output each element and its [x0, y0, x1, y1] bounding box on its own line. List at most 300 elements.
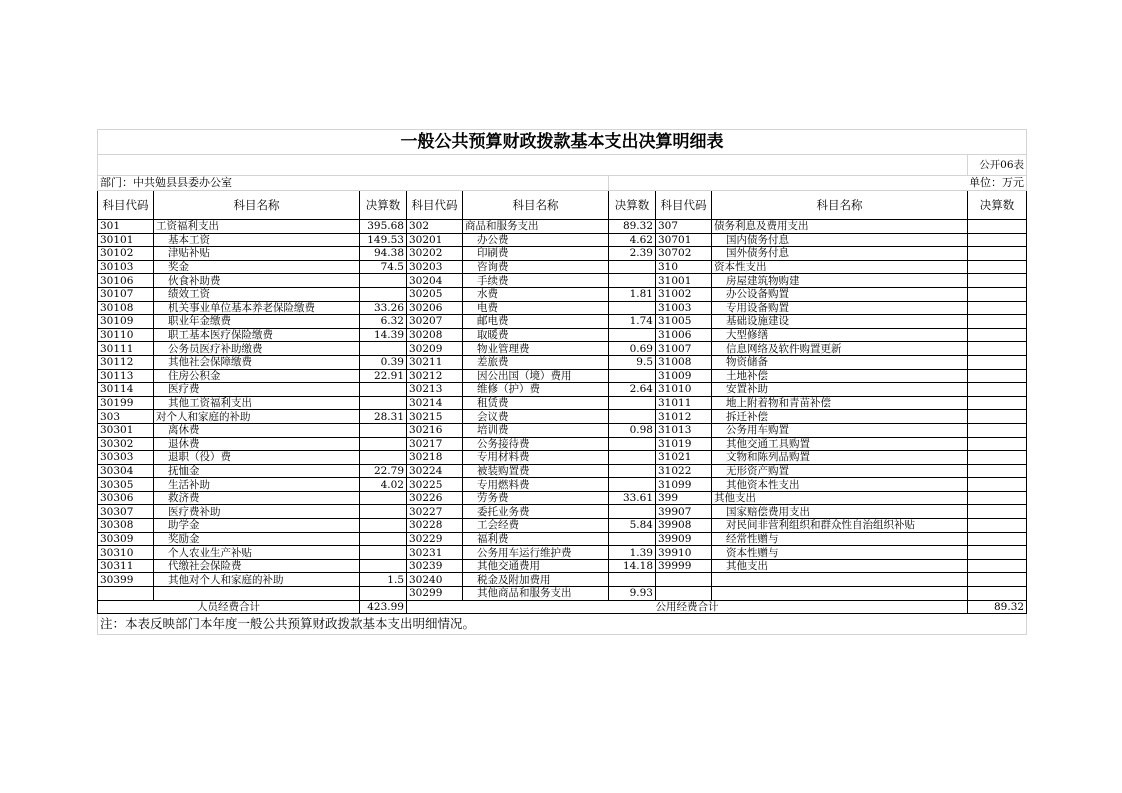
amount-value: 9.5 [609, 355, 656, 369]
subject-code: 39907 [656, 505, 712, 519]
table-row [98, 247, 1027, 261]
subject-code: 30226 [407, 491, 463, 505]
subject-name: 地上附着物和青苗补偿 [712, 396, 968, 410]
amount-value [968, 505, 1027, 519]
amount-value: 5.84 [609, 519, 656, 533]
table-row [98, 301, 1027, 315]
amount-value: 14.18 [609, 559, 656, 573]
amount-value [968, 233, 1027, 247]
amount-value [360, 546, 407, 560]
subject-name [712, 573, 968, 587]
amount-value [609, 505, 656, 519]
amount-value [360, 437, 407, 451]
subject-name: 奖励金 [154, 532, 360, 546]
amount-value [609, 301, 656, 315]
subject-name: 邮电费 [463, 315, 609, 329]
amount-value [968, 220, 1027, 234]
subject-name: 机关事业单位基本养老保险缴费 [154, 301, 360, 315]
subject-name: 助学金 [154, 519, 360, 533]
subject-code: 30212 [407, 369, 463, 383]
amount-value [360, 423, 407, 437]
amount-value [968, 301, 1027, 315]
amount-value [609, 410, 656, 424]
amount-value: 2.39 [609, 247, 656, 261]
subject-code: 303 [98, 410, 154, 424]
amount-value: 33.26 [360, 301, 407, 315]
subject-name: 国家赔偿费用支出 [712, 505, 968, 519]
subject-code: 30229 [407, 532, 463, 546]
table-row [98, 491, 1027, 505]
amount-value: 0.69 [609, 342, 656, 356]
subject-name: 工资福利支出 [154, 220, 360, 234]
subject-code: 30701 [656, 233, 712, 247]
amount-value [968, 464, 1027, 478]
subject-code: 302 [407, 220, 463, 234]
subject-code: 31012 [656, 410, 712, 424]
amount-value [968, 410, 1027, 424]
subject-code: 30702 [656, 247, 712, 261]
subject-name: 医疗费补助 [154, 505, 360, 519]
subject-name: 退休费 [154, 437, 360, 451]
subject-code: 31011 [656, 396, 712, 410]
subject-code: 30310 [98, 546, 154, 560]
subject-code: 30202 [407, 247, 463, 261]
subject-name: 津贴补贴 [154, 247, 360, 261]
amount-value [968, 532, 1027, 546]
subject-code: 30108 [98, 301, 154, 315]
subject-code: 31019 [656, 437, 712, 451]
subject-code: 30208 [407, 328, 463, 342]
amount-value [609, 369, 656, 383]
table-row [98, 464, 1027, 478]
subject-code: 30101 [98, 233, 154, 247]
subject-name: 取暖费 [463, 328, 609, 342]
subject-name: 拆迁补偿 [712, 410, 968, 424]
amount-value [968, 383, 1027, 397]
subject-code: 30214 [407, 396, 463, 410]
subject-name: 其他商品和服务支出 [463, 587, 609, 601]
page-title: 一般公共预算财政拨款基本支出决算明细表 [98, 130, 1027, 155]
amount-value [968, 573, 1027, 587]
subject-name: 对民间非营利组织和群众性自治组织补贴 [712, 519, 968, 533]
amount-value [968, 355, 1027, 369]
subject-name: 无形资产购置 [712, 464, 968, 478]
subject-name: 租赁费 [463, 396, 609, 410]
subject-code: 39909 [656, 532, 712, 546]
table-row [98, 342, 1027, 356]
amount-value: 74.5 [360, 260, 407, 274]
subject-name: 抚恤金 [154, 464, 360, 478]
public-total-label: 公用经费合计 [407, 600, 968, 614]
amount-value [360, 287, 407, 301]
subject-name: 公务用车运行维护费 [463, 546, 609, 560]
table-row [98, 573, 1027, 587]
table-row [98, 546, 1027, 560]
amount-value [609, 260, 656, 274]
subject-code: 307 [656, 220, 712, 234]
subject-name: 大型修缮 [712, 328, 968, 342]
amount-value: 89.32 [609, 220, 656, 234]
amount-value [968, 287, 1027, 301]
subject-name: 房屋建筑物购建 [712, 274, 968, 288]
subject-name: 劳务费 [463, 491, 609, 505]
amount-value [968, 328, 1027, 342]
subject-name: 印刷费 [463, 247, 609, 261]
subject-code: 30203 [407, 260, 463, 274]
subject-code: 31002 [656, 287, 712, 301]
subject-code: 30309 [98, 532, 154, 546]
subject-name: 债务利息及费用支出 [712, 220, 968, 234]
subject-code: 30103 [98, 260, 154, 274]
subject-name: 专用材料费 [463, 451, 609, 465]
subject-code: 30227 [407, 505, 463, 519]
subject-name: 代缴社会保险费 [154, 559, 360, 573]
subject-name: 电费 [463, 301, 609, 315]
table-row [98, 478, 1027, 492]
subject-code: 30113 [98, 369, 154, 383]
subject-name: 国外债务付息 [712, 247, 968, 261]
amount-value: 2.64 [609, 383, 656, 397]
header-amount-2: 决算数 [609, 191, 656, 220]
subject-name: 安置补助 [712, 383, 968, 397]
amount-value [968, 342, 1027, 356]
subject-code: 399 [656, 491, 712, 505]
table-row [98, 451, 1027, 465]
subject-code: 30112 [98, 355, 154, 369]
amount-value [968, 559, 1027, 573]
amount-value [968, 247, 1027, 261]
subject-code: 30209 [407, 342, 463, 356]
header-name-1: 科目名称 [154, 191, 360, 220]
subject-name: 住房公积金 [154, 369, 360, 383]
unit-label: 单位：万元 [609, 176, 1027, 191]
amount-value: 0.39 [360, 355, 407, 369]
subject-code: 31001 [656, 274, 712, 288]
amount-value [968, 519, 1027, 533]
amount-value: 22.79 [360, 464, 407, 478]
amount-value [609, 478, 656, 492]
subject-name: 土地补偿 [712, 369, 968, 383]
subject-name: 绩效工资 [154, 287, 360, 301]
amount-value: 395.68 [360, 220, 407, 234]
table-row [98, 220, 1027, 234]
amount-value [968, 423, 1027, 437]
amount-value [968, 260, 1027, 274]
header-code-2: 科目代码 [407, 191, 463, 220]
amount-value [968, 274, 1027, 288]
subject-name: 专用燃料费 [463, 478, 609, 492]
table-row [98, 383, 1027, 397]
amount-value [360, 519, 407, 533]
department-label: 部门：中共勉县县委办公室 [98, 176, 609, 191]
subject-name: 税金及附加费用 [463, 573, 609, 587]
amount-value [360, 451, 407, 465]
subject-code: 31003 [656, 301, 712, 315]
subject-name: 对个人和家庭的补助 [154, 410, 360, 424]
amount-value [360, 505, 407, 519]
subject-code: 31021 [656, 451, 712, 465]
table-row [98, 287, 1027, 301]
table-row [98, 233, 1027, 247]
subject-name: 办公费 [463, 233, 609, 247]
subject-name [712, 587, 968, 601]
subject-name: 伙食补助费 [154, 274, 360, 288]
subject-name: 医疗费 [154, 383, 360, 397]
subject-code: 30201 [407, 233, 463, 247]
amount-value [609, 532, 656, 546]
subject-code: 30213 [407, 383, 463, 397]
subject-code: 30207 [407, 315, 463, 329]
subject-code: 30217 [407, 437, 463, 451]
table-row [98, 315, 1027, 329]
subject-name: 基础设施建设 [712, 315, 968, 329]
amount-value: 28.31 [360, 410, 407, 424]
subject-name: 信息网络及软件购置更新 [712, 342, 968, 356]
subject-code: 30305 [98, 478, 154, 492]
subject-code: 30225 [407, 478, 463, 492]
subject-code: 31006 [656, 328, 712, 342]
subject-code: 30211 [407, 355, 463, 369]
amount-value [360, 342, 407, 356]
subject-name: 商品和服务支出 [463, 220, 609, 234]
subject-code: 31005 [656, 315, 712, 329]
amount-value: 149.53 [360, 233, 407, 247]
subject-code: 31013 [656, 423, 712, 437]
header-amount-1: 决算数 [360, 191, 407, 220]
header-amount-3: 决算数 [968, 191, 1027, 220]
subject-code: 30224 [407, 464, 463, 478]
subject-code: 31009 [656, 369, 712, 383]
subject-code: 30303 [98, 451, 154, 465]
subject-code: 30111 [98, 342, 154, 356]
footnote: 注：本表反映部门本年度一般公共预算财政拨款基本支出明细情况。 [98, 614, 1027, 635]
subject-name: 基本工资 [154, 233, 360, 247]
table-row [98, 437, 1027, 451]
subject-name: 福利费 [463, 532, 609, 546]
subject-code: 31099 [656, 478, 712, 492]
subject-code: 30110 [98, 328, 154, 342]
amount-value [609, 274, 656, 288]
subject-name: 差旅费 [463, 355, 609, 369]
subject-name: 其他支出 [712, 491, 968, 505]
amount-value [360, 532, 407, 546]
subject-name: 维修（护）费 [463, 383, 609, 397]
subject-code: 39908 [656, 519, 712, 533]
subject-name: 其他工资福利支出 [154, 396, 360, 410]
public-total-value: 89.32 [968, 600, 1027, 614]
amount-value [360, 383, 407, 397]
budget-sheet [97, 129, 1026, 635]
subject-name: 经常性赠与 [712, 532, 968, 546]
subject-code: 31008 [656, 355, 712, 369]
amount-value: 22.91 [360, 369, 407, 383]
table-row [98, 423, 1027, 437]
amount-value [360, 559, 407, 573]
subject-name: 其他资本性支出 [712, 478, 968, 492]
amount-value [968, 491, 1027, 505]
subject-name: 职工基本医疗保险缴费 [154, 328, 360, 342]
amount-value [360, 396, 407, 410]
subject-name: 其他支出 [712, 559, 968, 573]
subject-code: 30204 [407, 274, 463, 288]
header-name-3: 科目名称 [712, 191, 968, 220]
subject-name: 职业年金缴费 [154, 315, 360, 329]
subject-name: 因公出国（境）费用 [463, 369, 609, 383]
subject-code: 30114 [98, 383, 154, 397]
amount-value: 14.39 [360, 328, 407, 342]
subject-code: 30302 [98, 437, 154, 451]
subject-name: 资本性赠与 [712, 546, 968, 560]
subject-code: 30239 [407, 559, 463, 573]
subject-code: 31022 [656, 464, 712, 478]
subject-code: 39910 [656, 546, 712, 560]
subject-code: 30216 [407, 423, 463, 437]
table-row [98, 505, 1027, 519]
subject-code: 30107 [98, 287, 154, 301]
subject-code: 31007 [656, 342, 712, 356]
subject-name: 退职（役）费 [154, 451, 360, 465]
subject-code: 30109 [98, 315, 154, 329]
subject-name: 咨询费 [463, 260, 609, 274]
amount-value [968, 437, 1027, 451]
subject-code [656, 573, 712, 587]
subject-name: 救济费 [154, 491, 360, 505]
subject-name: 其他对个人和家庭的补助 [154, 573, 360, 587]
amount-value [609, 396, 656, 410]
subject-code: 30399 [98, 573, 154, 587]
table-row [98, 532, 1027, 546]
header-code-3: 科目代码 [656, 191, 712, 220]
amount-value [968, 396, 1027, 410]
header-name-2: 科目名称 [463, 191, 609, 220]
amount-value: 0.98 [609, 423, 656, 437]
amount-value [609, 573, 656, 587]
amount-value [360, 491, 407, 505]
subject-code: 30215 [407, 410, 463, 424]
subject-code: 30205 [407, 287, 463, 301]
subject-name: 公务接待费 [463, 437, 609, 451]
table-row [98, 519, 1027, 533]
subject-name: 会议费 [463, 410, 609, 424]
subject-code: 30299 [407, 587, 463, 601]
subject-name: 个人农业生产补贴 [154, 546, 360, 560]
subject-name: 公务用车购置 [712, 423, 968, 437]
subject-name: 被装购置费 [463, 464, 609, 478]
subject-code: 30106 [98, 274, 154, 288]
subject-code: 30304 [98, 464, 154, 478]
table-row [98, 410, 1027, 424]
subject-code: 30206 [407, 301, 463, 315]
amount-value [968, 451, 1027, 465]
subject-name: 委托业务费 [463, 505, 609, 519]
amount-value [609, 464, 656, 478]
subject-code: 30306 [98, 491, 154, 505]
subject-code: 30307 [98, 505, 154, 519]
table-row [98, 396, 1027, 410]
amount-value [360, 274, 407, 288]
subject-code: 30240 [407, 573, 463, 587]
table-row [98, 559, 1027, 573]
personnel-total-value: 423.99 [360, 600, 407, 614]
table-row [98, 369, 1027, 383]
subject-code: 39999 [656, 559, 712, 573]
subject-code: 30231 [407, 546, 463, 560]
header-code-1: 科目代码 [98, 191, 154, 220]
budget-table [97, 129, 1027, 635]
form-number: 公开06表 [968, 155, 1027, 176]
amount-value [968, 546, 1027, 560]
subject-code: 30308 [98, 519, 154, 533]
subject-name: 物业管理费 [463, 342, 609, 356]
amount-value: 1.74 [609, 315, 656, 329]
subject-name: 培训费 [463, 423, 609, 437]
amount-value [609, 328, 656, 342]
amount-value [968, 587, 1027, 601]
subject-code: 31010 [656, 383, 712, 397]
subject-name: 办公设备购置 [712, 287, 968, 301]
amount-value: 1.39 [609, 546, 656, 560]
subject-name: 其他社会保障缴费 [154, 355, 360, 369]
amount-value: 1.5 [360, 573, 407, 587]
table-row [98, 355, 1027, 369]
subject-name: 公务员医疗补助缴费 [154, 342, 360, 356]
table-row [98, 260, 1027, 274]
subject-name: 其他交通费用 [463, 559, 609, 573]
subject-name: 手续费 [463, 274, 609, 288]
subject-code: 30311 [98, 559, 154, 573]
subject-code [98, 587, 154, 601]
subject-name: 工会经费 [463, 519, 609, 533]
subject-name: 生活补助 [154, 478, 360, 492]
subject-code: 30228 [407, 519, 463, 533]
subject-name: 离休费 [154, 423, 360, 437]
amount-value [968, 478, 1027, 492]
table-row [98, 587, 1027, 601]
subject-name: 国内债务付息 [712, 233, 968, 247]
amount-value [360, 587, 407, 601]
amount-value: 94.38 [360, 247, 407, 261]
subject-name: 水费 [463, 287, 609, 301]
amount-value [609, 451, 656, 465]
subject-name: 专用设备购置 [712, 301, 968, 315]
amount-value: 6.32 [360, 315, 407, 329]
amount-value [609, 437, 656, 451]
subject-name: 文物和陈列品购置 [712, 451, 968, 465]
subject-code: 30218 [407, 451, 463, 465]
subject-name: 奖金 [154, 260, 360, 274]
subject-code: 30199 [98, 396, 154, 410]
amount-value: 4.62 [609, 233, 656, 247]
subject-code: 301 [98, 220, 154, 234]
table-row [98, 274, 1027, 288]
personnel-total-label: 人员经费合计 [98, 600, 360, 614]
amount-value: 9.93 [609, 587, 656, 601]
amount-value: 4.02 [360, 478, 407, 492]
amount-value [968, 369, 1027, 383]
subject-code [656, 587, 712, 601]
subject-code: 30301 [98, 423, 154, 437]
subject-name: 物资储备 [712, 355, 968, 369]
subject-name: 资本性支出 [712, 260, 968, 274]
amount-value: 33.61 [609, 491, 656, 505]
subject-name: 其他交通工具购置 [712, 437, 968, 451]
table-row [98, 328, 1027, 342]
subject-code: 30102 [98, 247, 154, 261]
subject-code: 310 [656, 260, 712, 274]
amount-value [968, 315, 1027, 329]
amount-value: 1.81 [609, 287, 656, 301]
subject-name [154, 587, 360, 601]
